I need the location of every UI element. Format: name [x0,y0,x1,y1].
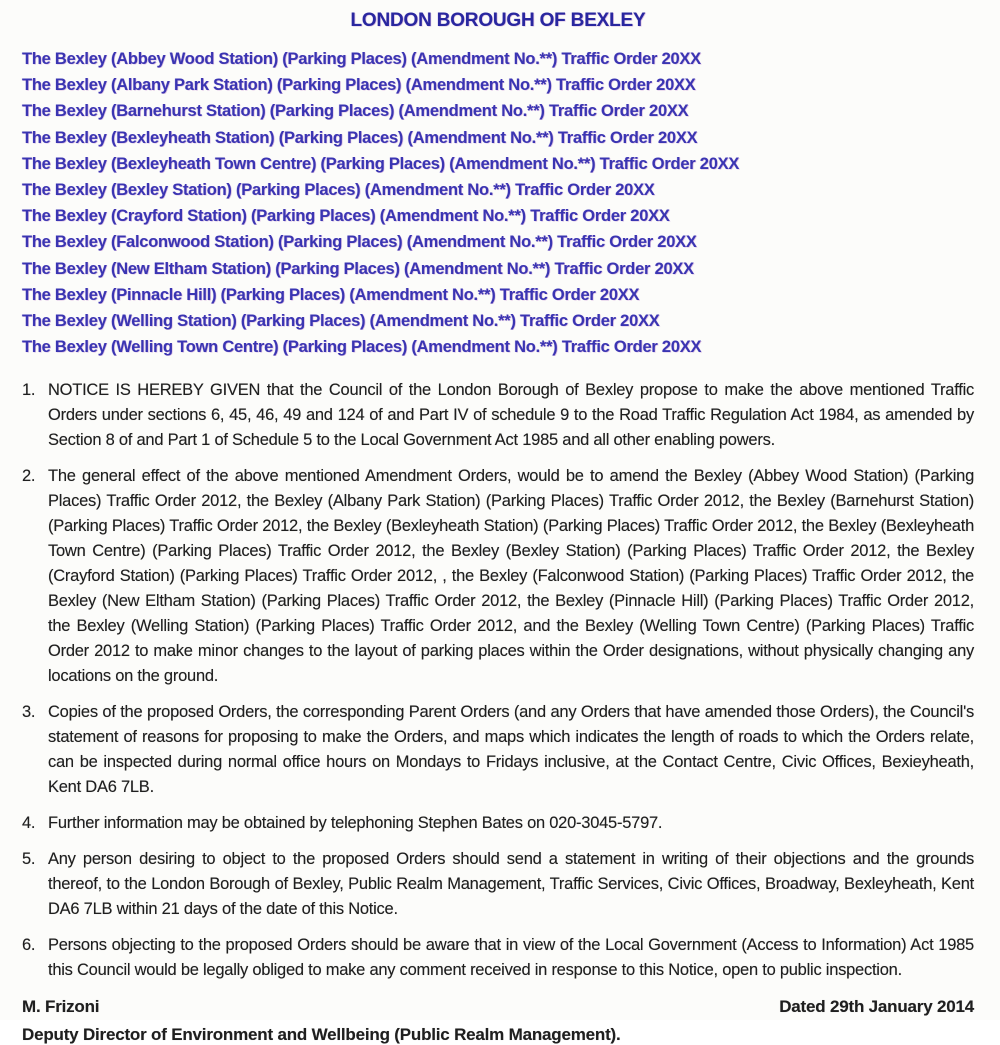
notice-paragraph-2 [22,464,974,689]
notice-date: Dated 29th January 2014 [779,997,974,1017]
document-title: LONDON BOROUGH OF BEXLEY [350,10,646,31]
notice-paragraph-3 [22,700,974,800]
order-title: The Bexley (Welling Station) (Parking Places) (Amendment No.**) Traffic Order 20XX [22,312,660,331]
paragraph-number: 4. [22,814,36,833]
paragraph-text: Persons objecting to the proposed Orders should be aware that in view of the Local Government (Access to Information) Act 1985 this Council would be legally obliged to make any comment received in response to this Notice, open to public inspection. [48,936,974,980]
order-title: The Bexley (Albany Park Station) (Parking Places) (Amendment No.**) Traffic Order 20XX [22,76,696,95]
signatory-role: Deputy Director of Environment and Wellbeing (Public Realm Management). [22,1025,621,1045]
order-title: The Bexley (Abbey Wood Station) (Parking Places) (Amendment No.**) Traffic Order 20XX [22,50,701,68]
order-title: The Bexley (Welling Town Centre) (Parking Places) (Amendment No.**) Traffic Order 20XX [22,338,702,357]
notice-body [22,378,974,983]
order-title: The Bexley (Pinnacle Hill) (Parking Places) (Amendment No.**) Traffic Order 20XX [22,285,640,304]
paragraph-number: 6. [22,936,36,955]
signature-block [22,997,974,1017]
order-title: The Bexley (Bexleyheath Station) (Parking Places) (Amendment No.**) Traffic Order 20XX [22,128,698,147]
paragraph-number: 3. [22,703,36,722]
order-title: The Bexley (New Eltham Station) (Parking Places) (Amendment No.**) Traffic Order 20XX [22,259,694,278]
order-title: The Bexley (Bexley Station) (Parking Places) (Amendment No.**) Traffic Order 20XX [22,181,655,200]
paragraph-number: 2. [22,467,36,486]
notice-paragraph-4 [22,811,974,836]
order-title: The Bexley (Crayford Station) (Parking Places) (Amendment No.**) Traffic Order 20XX [22,207,670,226]
paragraph-number: 5. [22,850,36,869]
paragraph-text: Further information may be obtained by telephoning Stephen Bates on 020-3045-5797. [48,814,663,833]
notice-paragraph-5 [22,847,974,922]
paragraph-number: 1. [22,381,36,400]
order-title: The Bexley (Bexleyheath Town Centre) (Parking Places) (Amendment No.**) Traffic Order 20XX [22,154,740,173]
order-title-list [22,46,974,360]
order-title: The Bexley (Falconwood Station) (Parking Places) (Amendment No.**) Traffic Order 20XX [22,233,697,252]
notice-paragraph-6 [22,933,974,983]
order-title: The Bexley (Barnehurst Station) (Parking Places) (Amendment No.**) Traffic Order 20XX [22,102,689,121]
paragraph-text: Copies of the proposed Orders, the corresponding Parent Orders (and any Orders that have amended those Orders), the Council's statement of reasons for proposing to make the Orders, and maps which indicates the length of roads to which the Orders relate, can be inspected during normal office hours on Mondays to Fridays inclusive, at the Contact Centre, Civic Offices, Bexieyheath, Kent DA6 7LB. [48,703,974,797]
paragraph-text: The general effect of the above mentioned Amendment Orders, would be to amend the Bexley (Abbey Wood Station) (Parking Places) Traffic Order 2012, the Bexley (Albany Park Station) (Parking Places) Traffic Order 2012, the Bexley (Barnehurst Station) (Parking Places) Traffic Order 2012, the Bexley (Bexleyheath Station) (Parking Places) Traffic Order 2012, the Bexley (Bexleyheath Town Centre) (Parking Places) Traffic Order 2012, the Bexley (Bexley Station) (Parking Places) Traffic Order 2012, the Bexley (Crayford Station) (Parking Places) Traffic Order 2012, , the Bexley (Falconwood Station) (Parking Places) Traffic Order 2012, the Bexley (New Eltham Station) (Parking Places) Traffic Order 2012, the Bexley (Pinnacle Hill) (Parking Places) Traffic Order 2012, the Bexley (Welling Station) (Parking Places) Traffic Order 2012, and the Bexley (Welling Town Centre) (Parking Places) Traffic Order 2012 to make minor changes to the layout of parking places within the Order designations, without physically changing any locations on the ground. [48,467,974,686]
notice-paragraph-1 [22,378,974,453]
signatory-name: M. Frizoni [22,997,100,1017]
paragraph-text: Any person desiring to object to the proposed Orders should send a statement in writing of their objections and the grounds thereof, to the London Borough of Bexley, Public Realm Management, Traffic Services, Civic Offices, Broadway, Bexleyheath, Kent DA6 7LB within 21 days of the date of this Notice. [48,850,974,919]
paragraph-text: NOTICE IS HEREBY GIVEN that the Council of the London Borough of Bexley propose to make the above mentioned Traffic Orders under sections 6, 45, 46, 49 and 124 of and Part IV of schedule 9 to the Road Traffic Regulation Act 1984, as amended by Section 8 of and Part 1 of Schedule 5 to the Local Government Act 1985 and all other enabling powers. [48,381,974,450]
